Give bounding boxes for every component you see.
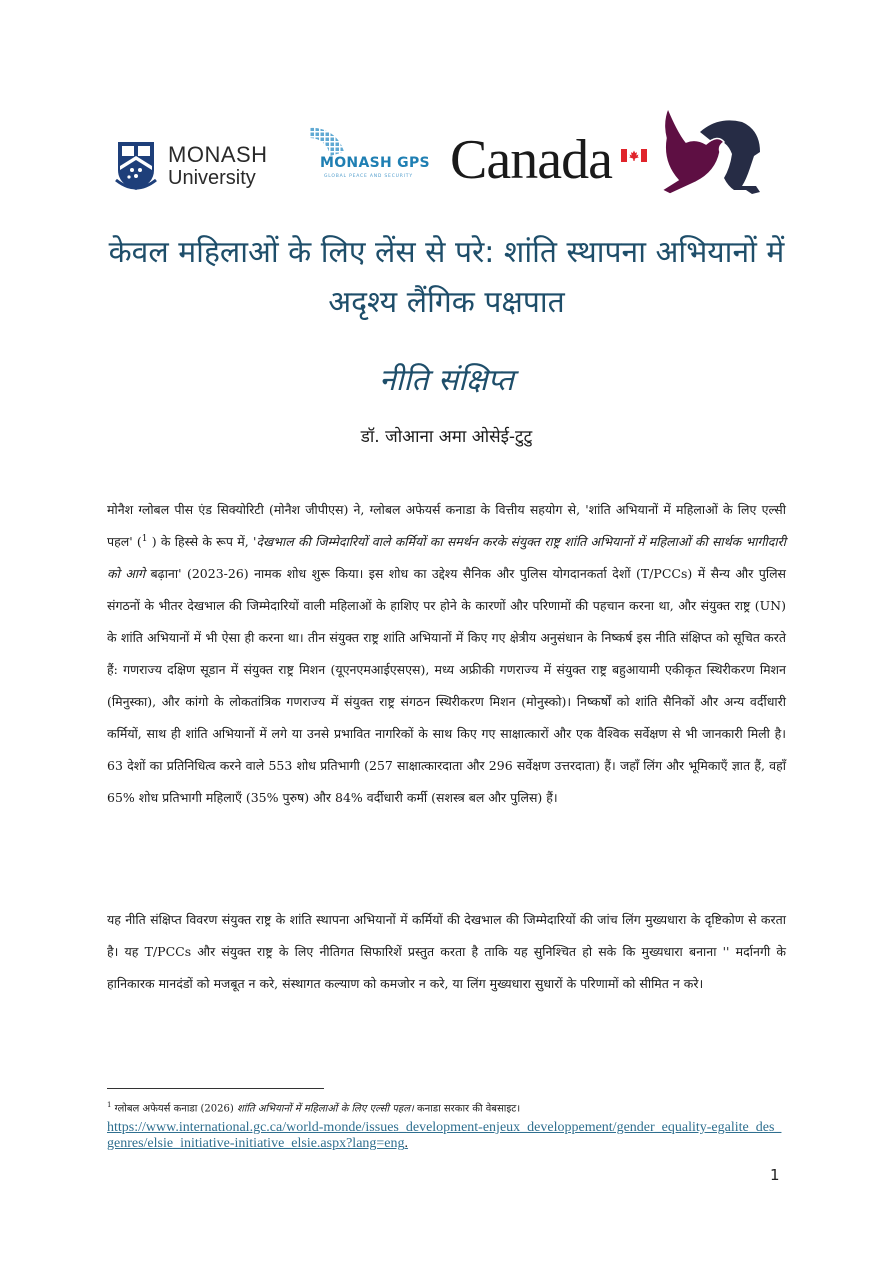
intro-text-part1: मोनैश ग्लोबल पीस एंड सिक्योरिटी (मोनैश जीपीएस) ने, ग्लोबल अफेयर्स कनाडा के वित्तीय सहयोग से, 'शांति अभियानों में महिलाओं के लिए एल्सी पहल' ( <box>107 502 786 549</box>
summary-paragraph: यह नीति संक्षिप्त विवरण संयुक्त राष्ट्र के शांति स्थापना अभियानों में कर्मियों की देखभाल की जिम्मेदारियों की जांच लिंग मुख्यधारा के दृष्टिकोण से करता है। यह T/PCCs और संयुक्त राष्ट्र के लिए नीतिगत सिफारिशें प्रस्तुत करता है ताकि यह सुनिश्चित हो सके कि मुख्यधारा बनाना '' मर्दानगी के हानिकारक मानदंडों को मजबूत न करे, संस्थागत कल्याण को कमजोर न करे, या लिंग मुख्यधारा सुधारों के परिणामों को सीमित न करे। <box>107 912 786 991</box>
intro-text-part3: बढ़ाना' (2023-26) नामक शोध शुरू किया। इस शोध का उद्देश्य सैनिक और पुलिस योगदानकर्ता देशों (T/PCCs) में सैन्य और पुलिस संगठनों के भीतर देखभाल की जिम्मेदारियों वाली महिलाओं के हाशिए पर होने के कारणों और परिणामों की पहचान करना था, और संयुक्त राष्ट्र (UN) के शांति अभियानों में भी ऐसा ही करना था। तीन संयुक्त राष्ट्र शांति अभियानों में किए गए क्षेत्रीय अनुसंधान के निष्कर्ष इस नीति संक्षिप्त को सूचित करते हैं: गणराज्य दक्षिण सूडान में संयुक्त राष्ट्र मिशन (यूएनएमआईएसएस), मध्य अफ्रीकी गणराज्य में संयुक्त राष्ट्र बहुआयामी एकीकृत स्थिरीकरण मिशन (मिनुस्का), और कांगो के लोकतांत्रिक गणराज्य में संयुक्त राष्ट्र संगठन स्थिरीकरण मिशन (मोनुस्को)। निष्कर्षों को शांति सैनिकों और अन्य वर्दीधारी कर्मियों, साथ ही शांति अभियानों में लगे या उनसे प्रभावित नागरिकों के साथ किए गए साक्षात्कारों और एक वैश्विक सर्वेक्षण से भी जानकारी मिली है। 63 देशों का प्रतिनिधित्व करने वाले 553 शोध प्रतिभागी (257 साक्षात्कारदाता और 296 सर्वेक्षण उत्तरदाता) हैं। जहाँ लिंग और भूमिकाएँ ज्ञात हैं, वहाँ 65% शोध प्रतिभागी महिलाएँ (35% पुरुष) और 84% वर्दीधारी कर्मी (सशस्त्र बल और पुलिस) हैं। <box>107 566 787 805</box>
footnote-url-period: . <box>404 1136 409 1152</box>
monash-gps-wordmark: MONASH GPS <box>320 155 430 171</box>
intro-text-part2: ) के हिस्से के रूप में, ' <box>147 534 257 549</box>
monash-gps-tagline: GLOBAL PEACE AND SECURITY <box>324 174 413 179</box>
author-name: डॉ. जोआना अमा ओसेई-टुटु <box>360 427 533 447</box>
document-subtitle: नीति संक्षिप्त <box>379 363 514 398</box>
research-title-italic: देखभाल की जिम्मेदारियों वाले कर्मियों का समर्थन करके संयुक्त राष्ट्र शांति अभियानों में महिलाओं की सार्थक भागीदारी को आगे <box>107 534 787 581</box>
monash-crest-icon <box>114 140 158 192</box>
footnote-prefix: ग्लोबल अफेयर्स कनाडा (2026) <box>111 1103 237 1115</box>
intro-paragraph <box>107 494 786 814</box>
footnote-suffix: कनाडा सरकार की वेबसाइट। <box>413 1103 521 1115</box>
monash-wordmark-line2: University <box>168 167 256 189</box>
monash-university-logo <box>112 138 270 198</box>
dove-helmet-logo-icon <box>656 108 764 196</box>
monash-wordmark-line1: MONASH <box>168 142 268 167</box>
canada-wordmark: Canada <box>450 129 612 191</box>
logo-banner <box>112 108 772 208</box>
footnote-url-link[interactable]: https://www.international.gc.ca/world-monde/issues_development-enjeux_developpement/gender_equality-egalite_des_genres/elsie_initiative-initiative_elsie.aspx?lang=eng <box>107 1120 782 1152</box>
footnote-divider <box>107 1088 324 1089</box>
canada-flag-icon <box>621 149 647 162</box>
footnote-number: 1 <box>107 1101 112 1109</box>
canada-wordmark-logo <box>450 128 644 198</box>
footnote <box>107 1097 787 1152</box>
footnote-reference[interactable]: 1 <box>141 533 148 544</box>
monash-gps-logo <box>280 122 440 198</box>
document-title: केवल महिलाओं के लिए लेंस से परे: शांति स्थापना अभियानों में अदृश्य लैंगिक पक्षपात <box>108 235 785 320</box>
footnote-italic-title: शांति अभियानों में महिलाओं के लिए एल्सी पहल। <box>236 1103 414 1115</box>
page-number: 1 <box>770 1166 780 1184</box>
